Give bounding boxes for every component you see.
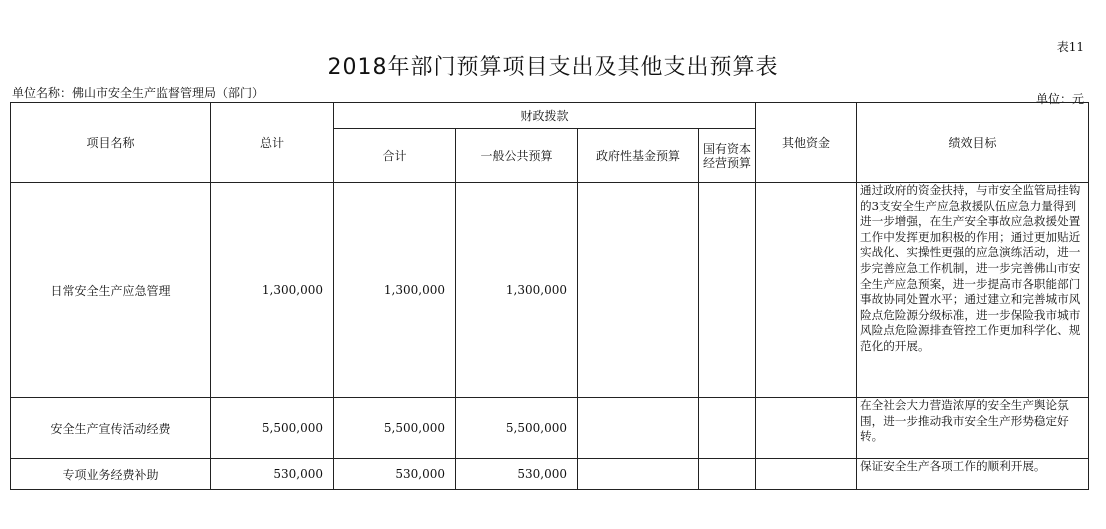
general-budget-cell: 5,500,000 [456,398,578,459]
state-owned-cell [699,459,756,490]
project-name-cell: 专项业务经费补助 [11,459,211,490]
other-funds-cell [756,183,857,398]
page-title: 2018年部门预算项目支出及其他支出预算表 [327,55,779,80]
total-cell: 5,500,000 [211,398,334,459]
subtotal-cell: 1,300,000 [334,183,456,398]
total-cell: 1,300,000 [211,183,334,398]
total-cell: 530,000 [211,459,334,490]
sheet-number: 表11 [1056,40,1084,54]
table-row [11,459,1089,490]
subtotal-cell: 5,500,000 [334,398,456,459]
fund-budget-cell [578,183,699,398]
table-row [11,183,1089,398]
fund-budget-cell [578,459,699,490]
general-budget-cell: 1,300,000 [456,183,578,398]
state-owned-cell [699,183,756,398]
header-total: 总计 [211,103,334,183]
state-owned-cell [699,398,756,459]
project-name-cell: 安全生产宣传活动经费 [11,398,211,459]
other-funds-cell [756,459,857,490]
header-government-fund-budget: 政府性基金预算 [578,129,699,183]
table-row [11,398,1089,459]
header-project-name: 项目名称 [11,103,211,183]
performance-goal-cell: 保证安全生产各项工作的顺利开展。 [857,459,1089,490]
project-name-cell: 日常安全生产应急管理 [11,183,211,398]
performance-goal-cell: 在全社会大力营造浓厚的安全生产舆论氛围，进一步推动我市安全生产形势稳定好转。 [857,398,1089,459]
other-funds-cell [756,398,857,459]
header-performance-goal: 绩效目标 [857,103,1089,183]
fund-budget-cell [578,398,699,459]
header-state-owned-capital-budget: 国有资本经营预算 [699,129,756,183]
header-other-funds: 其他资金 [756,103,857,183]
currency-unit: 单位：元 [1035,92,1084,106]
header-subtotal: 合计 [334,129,456,183]
performance-goal-cell: 通过政府的资金扶持，与市安全监管局挂钩的3支安全生产应急救援队伍应急力量得到进一步增强，在生产安全事故应急救援处置工作中发挥更加积极的作用；通过更加贴近实战化、实操性更强的应急演练活动，进一步完善应急工作机制，进一步完善佛山市安全生产应急预案，进一步提高市各职能部门事故协同处置水平；通过建立和完善城市风险点危险源分级标准，进一步保险我市城市风险点危险源排查管控工作更加科学化、规范化的开展。 [857,183,1089,398]
general-budget-cell: 530,000 [456,459,578,490]
subtotal-cell: 530,000 [334,459,456,490]
header-fiscal-allocation: 财政拨款 [334,103,756,129]
header-general-public-budget: 一般公共预算 [456,129,578,183]
unit-name: 单位名称：佛山市安全生产监督管理局（部门） [12,86,265,100]
budget-table [10,102,1089,490]
